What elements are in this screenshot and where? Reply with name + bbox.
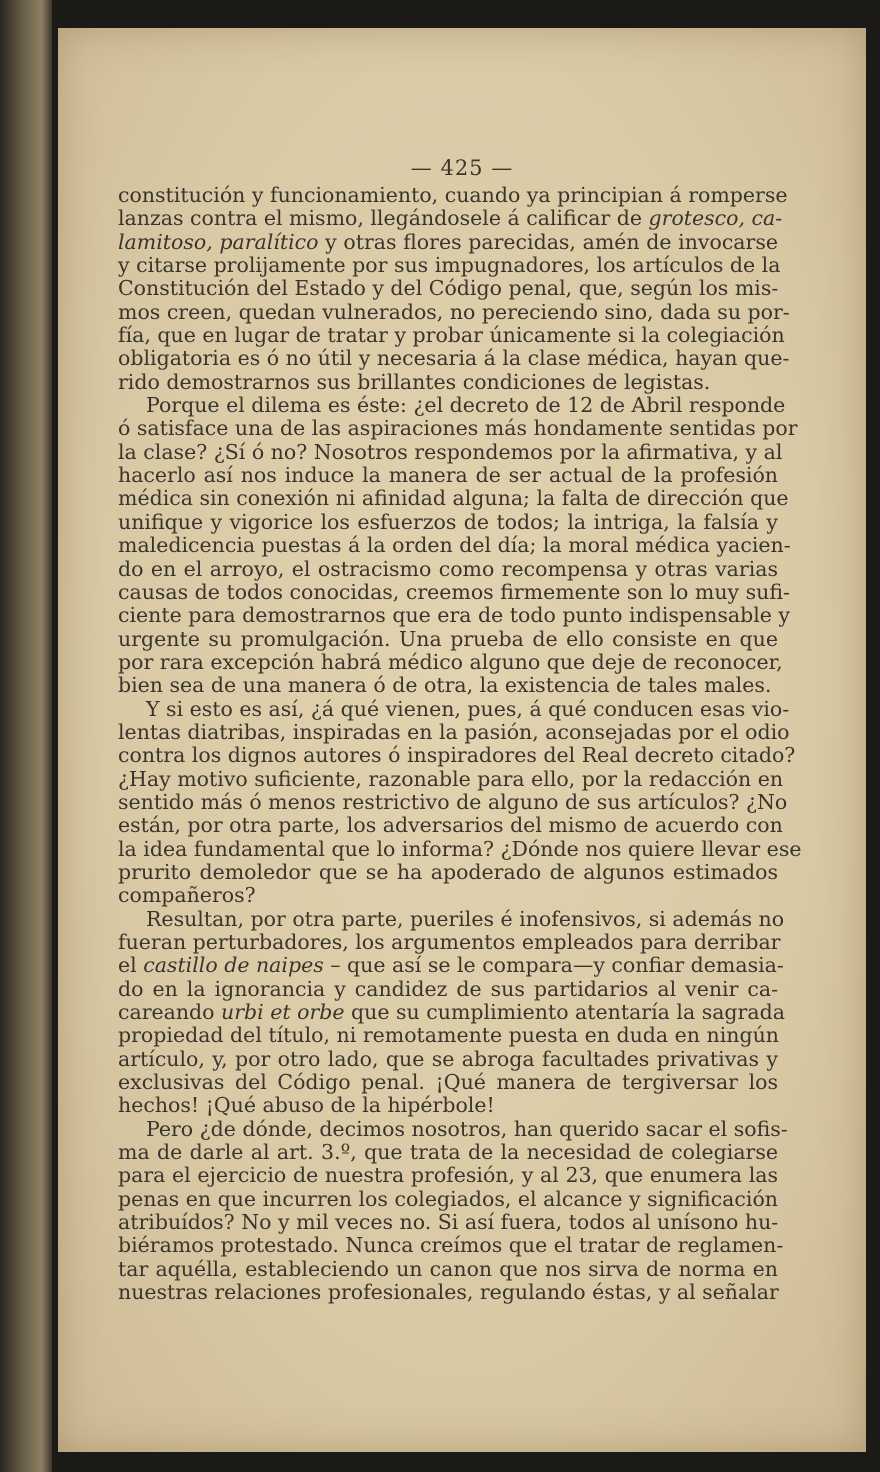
text-line: propiedad del título, ni remotamente puesta en duda en ningún [118, 1023, 779, 1048]
body-text [118, 183, 802, 1305]
text-line: constitución y funcionamiento, cuando ya principian á romperse [118, 183, 788, 207]
text-line [118, 206, 783, 231]
text-line: Resultan, por otra parte, pueriles é inofensivos, si además no [146, 906, 785, 931]
text-line: Y si esto es así, ¿á qué vienen, pues, á qué conducen esas vio- [146, 696, 790, 721]
text-line: la idea fundamental que lo informa? ¿Dónde nos quiere llevar ese [118, 836, 802, 861]
text-line [118, 1000, 785, 1025]
text-line: por rara excepción habrá médico alguno que deje de reconocer, [118, 649, 783, 674]
text-line: fía, que en lugar de tratar y probar únicamente si la colegiación [118, 323, 785, 348]
text-line: causas de todos conocidas, creemos firmemente son lo muy sufi- [118, 579, 790, 604]
text-line: están, por otra parte, los adversarios del mismo de acuerdo con [118, 813, 783, 838]
text-run: lanzas contra el mismo, llegándosele á calificar de [118, 206, 649, 231]
adjacent-page-edge [0, 0, 52, 1472]
text-line: hacerlo así nos induce la manera de ser actual de la profesión [118, 463, 778, 488]
italic-phrase: grotesco, ca- [648, 206, 783, 231]
text-line: artículo, y, por otro lado, que se abroga facultades privativas y [118, 1046, 778, 1071]
text-line: contra los dignos autores ó inspiradores del Real decreto citado? [118, 743, 796, 768]
text-line: nuestras relaciones profesionales, regulando éstas, y al señalar [118, 1280, 779, 1305]
text-line: do en la ignorancia y candidez de sus partidarios al venir ca- [118, 976, 778, 1001]
text-line: ma de darle al art. 3.º, que trata de la necesidad de colegiarse [118, 1140, 778, 1165]
text-line: hechos! ¡Qué abuso de la hipérbole! [118, 1093, 495, 1118]
text-line: penas en que incurren los colegiados, el alcance y significación [118, 1186, 778, 1211]
text-line: ¿Hay motivo suficiente, razonable para ello, por la redacción en [118, 766, 784, 791]
text-line: do en el arroyo, el ostracismo como recompensa y otras varias [118, 556, 778, 581]
text-run: que su cumplimiento atentaría la sagrada [344, 1000, 785, 1025]
text-line: ciente para demostrarnos que era de todo punto indispensable y [118, 603, 791, 628]
text-run: careando [118, 1000, 222, 1025]
page-number: — 425 — [410, 156, 514, 180]
text-line: atribuídos? No y mil veces no. Si así fuera, todos al unísono hu- [118, 1210, 779, 1235]
text-run: y otras flores parecidas, amén de invocarse [318, 229, 778, 254]
text-line: unifique y vigorice los esfuerzos de todos; la intriga, la falsía y [118, 509, 778, 534]
text-line: médica sin conexión ni afinidad alguna; la falta de dirección que [118, 486, 789, 511]
text-line: bien sea de una manera ó de otra, la existencia de tales males. [118, 673, 772, 698]
italic-phrase: lamitoso, paralítico [118, 229, 319, 254]
italic-phrase: urbi et orbe [221, 1000, 345, 1025]
text-run: – que así se le compara—y confiar demasia- [323, 953, 784, 978]
text-line [118, 231, 778, 254]
text-line: Constitución del Estado y del Código penal, que, según los mis- [118, 276, 779, 301]
text-line: para el ejercicio de nuestra profesión, y al 23, que enumera las [118, 1163, 778, 1188]
text-run: el [118, 953, 144, 978]
text-line: urgente su promulgación. Una prueba de ello consiste en que [118, 626, 778, 651]
text-line: Pero ¿de dónde, decimos nosotros, han querido sacar el sofis- [146, 1116, 788, 1141]
book-page [58, 28, 866, 1452]
text-line: maledicencia puestas á la orden del día; la moral médica yacien- [118, 533, 791, 558]
text-line: Porque el dilema es éste: ¿el decreto de 12 de Abril responde [146, 393, 786, 418]
text-line: obligatoria es ó no útil y necesaria á la clase médica, hayan que- [118, 346, 790, 371]
text-line: rido demostrarnos sus brillantes condiciones de legistas. [118, 369, 711, 394]
text-line: sentido más ó menos restrictivo de alguno de sus artículos? ¿No [118, 789, 788, 814]
text-line: biéramos protestado. Nunca creímos que el tratar de reglamen- [118, 1233, 784, 1258]
text-line: y citarse prolijamente por sus impugnadores, los artículos de la [118, 253, 781, 278]
text-line: prurito demoledor que se ha apoderado de algunos estimados [118, 859, 778, 884]
italic-phrase: castillo de naipes [143, 953, 324, 978]
text-line: fueran perturbadores, los argumentos empleados para derribar [118, 930, 781, 954]
text-line: exclusivas del Código penal. ¡Qué manera de tergiversar los [118, 1070, 778, 1095]
text-line [118, 953, 784, 978]
text-line: la clase? ¿Sí ó no? Nosotros respondemos por la afirmativa, y al [118, 439, 783, 464]
text-line: ó satisface una de las aspiraciones más hondamente sentidas por [118, 416, 798, 441]
text-line: mos creen, quedan vulnerados, no pereciendo sino, dada su por- [118, 299, 790, 324]
text-line: tar aquélla, estableciendo un canon que nos sirva de norma en [118, 1256, 778, 1281]
text-line: compañeros? [118, 883, 256, 908]
text-line: lentas diatribas, inspiradas en la pasión, aconsejadas por el odio [118, 719, 790, 744]
